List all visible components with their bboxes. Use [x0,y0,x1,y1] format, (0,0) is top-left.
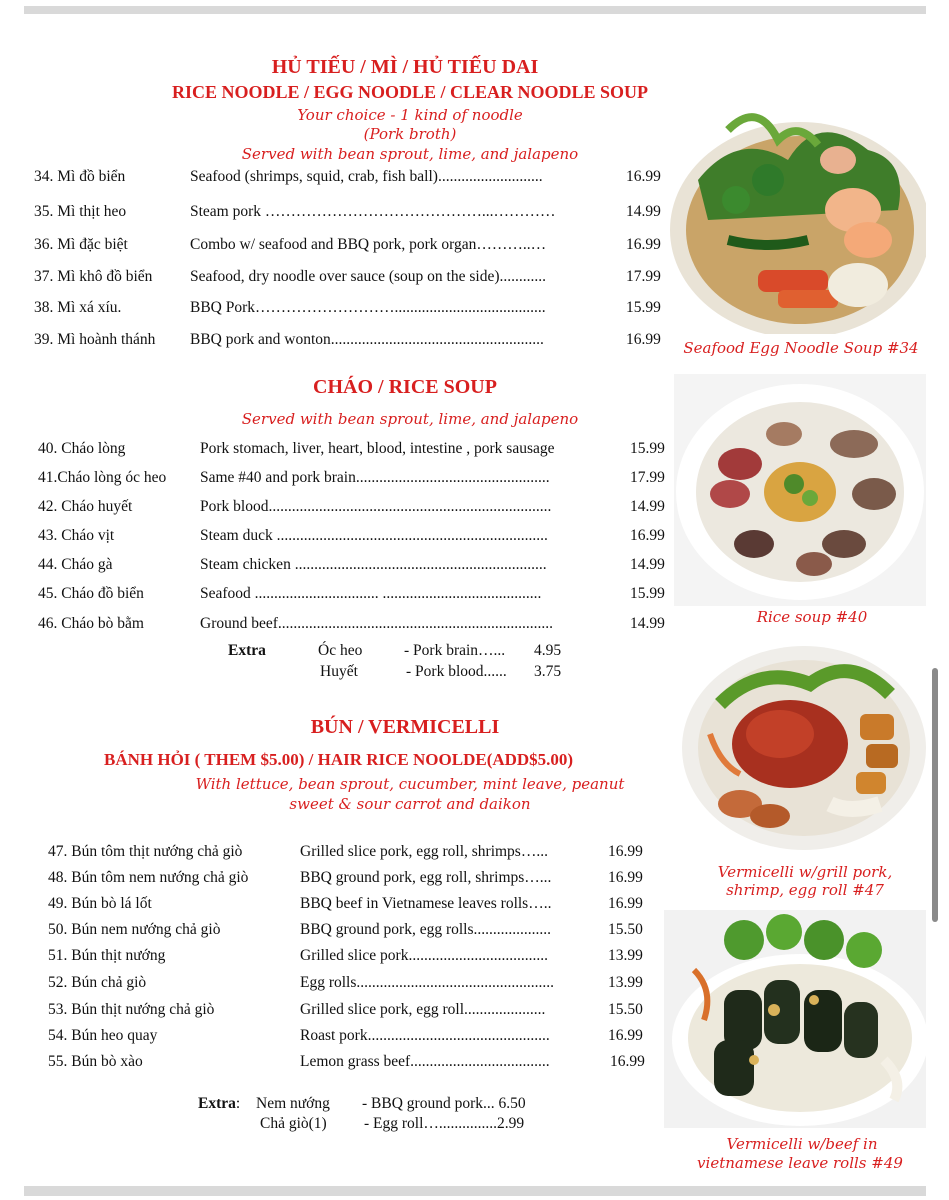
menu-item-35 [34,203,674,225]
section2-extra-price-0: 4.95 [534,642,562,659]
item-desc: Grilled slice pork, egg roll, shrimps…... [300,843,548,860]
item-desc: BBQ pork and wonton....................................................... [190,331,544,348]
item-desc: Steam duck ...................................................................... [200,527,548,544]
section2-extra-name-1: Huyết [320,663,358,680]
menu-item-43 [38,527,678,549]
item-price: 15.99 [630,440,665,457]
section2-extra-price-1: 3.75 [534,663,562,680]
menu-item-53 [48,1001,668,1023]
photo3-caption-line1: Vermicelli w/grill pork, [717,863,893,881]
section1-note2: (Pork broth) [363,125,457,143]
menu-item-37 [34,268,674,290]
item-name: 51. Bún thịt nướng [48,947,166,964]
item-name: 34. Mì đồ biển [34,168,126,185]
menu-item-51 [48,947,668,969]
item-price: 14.99 [630,556,665,573]
section3-title-vn: BÚN / VERMICELLI [310,716,500,738]
item-price: 17.99 [630,469,665,486]
item-price: 13.99 [608,947,643,964]
section2-extra-label: Extra [228,642,266,659]
photo-seafood-egg-noodle-soup [668,90,926,334]
item-desc: Seafood (shrimps, squid, crab, fish ball)........................... [190,168,543,185]
menu-item-44 [38,556,678,578]
item-desc: Egg rolls................................................... [300,974,555,991]
section3-extra-desc-0: - BBQ ground pork... 6.50 [362,1095,526,1112]
photo-rice-soup [674,374,926,606]
item-price: 16.99 [608,1027,643,1044]
item-name: 42. Cháo huyết [38,498,133,515]
item-price: 16.99 [626,236,661,253]
menu-item-49 [48,895,668,917]
menu-item-48 [48,869,668,891]
section2-extra-name-0: Óc heo [318,642,363,659]
section2-extra-desc-0: - Pork brain…... [404,642,506,659]
item-name: 35. Mì thịt heo [34,203,127,220]
photo4-caption-line1: Vermicelli w/beef in [726,1135,878,1153]
item-desc: Steam chicken ................................................................. [200,556,547,573]
section3-note2: sweet & sour carrot and daikon [289,795,531,813]
section3-title-sub: BÁNH HỎI ( THEM $5.00) / HAIR RICE NOOLDE(ADD$5.00) [104,750,574,769]
section1-title-vn: HỦ TIẾU / MÌ / HỦ TIẾU DAI [271,56,539,78]
item-name: 49. Bún bò lá lốt [48,895,152,912]
menu-item-34 [34,168,674,190]
item-desc: Combo w/ seafood and BBQ pork, pork organ………..… [190,236,547,253]
item-price: 16.99 [626,168,661,185]
photo-vermicelli-beef-leaf-rolls [664,910,926,1128]
menu-item-42 [38,498,678,520]
item-desc: Pork stomach, liver, heart, blood, intestine , pork sausage [200,440,555,457]
item-name: 37. Mì khô đồ biển [34,268,153,285]
item-price: 15.99 [626,299,661,316]
item-desc: BBQ ground pork, egg rolls.................... [300,921,552,938]
item-name: 45. Cháo đồ biển [38,585,144,602]
photo1-caption: Seafood Egg Noodle Soup #34 [683,339,919,357]
item-price: 16.99 [626,331,661,348]
section3-extra-name-1: Chả giò(1) [260,1115,327,1132]
top-divider [24,6,926,14]
item-name: 41.Cháo lòng óc heo [38,469,167,486]
menu-item-41 [38,469,678,491]
item-name: 40. Cháo lòng [38,440,126,457]
item-desc: Ground beef....................................................................... [200,615,554,632]
section1-note3: Served with bean sprout, lime, and jalapeno [241,145,579,163]
item-price: 15.99 [630,585,665,602]
item-name: 46. Cháo bò bằm [38,615,144,632]
menu-item-36 [34,236,674,258]
menu-item-38 [34,299,674,321]
menu-item-46 [38,615,678,637]
item-desc: Roast pork............................................... [300,1027,550,1044]
section2-title: CHÁO / RICE SOUP [313,376,497,398]
section1-note1: Your choice - 1 kind of noodle [297,106,523,124]
item-desc: BBQ beef in Vietnamese leaves rolls….. [300,895,552,912]
section1-title-en: RICE NOODLE / EGG NOODLE / CLEAR NOODLE SOUP [171,82,649,102]
menu-item-55 [48,1053,668,1075]
scrollbar-thumb[interactable] [932,668,938,922]
item-name: 43. Cháo vịt [38,527,115,544]
section3-extra-name-0: Nem nướng [256,1095,330,1112]
item-desc: Pork blood......................................................................... [200,498,552,515]
item-price: 13.99 [608,974,643,991]
section2-extra-desc-1: - Pork blood...... [406,663,507,680]
item-name: 38. Mì xá xíu. [34,299,122,316]
item-name: 47. Bún tôm thịt nướng chả giò [48,843,243,860]
item-desc: Grilled slice pork, egg roll..................... [300,1001,546,1018]
section3-extra-label: Extra: [198,1095,241,1112]
item-desc: BBQ Pork………………………....................................... [190,299,546,316]
item-desc: Steam pork ……………………………………...………… [190,203,556,220]
menu-item-50 [48,921,668,943]
item-name: 54. Bún heo quay [48,1027,158,1044]
item-price: 14.99 [630,498,665,515]
item-price: 16.99 [608,869,643,886]
section2-note: Served with bean sprout, lime, and jalapeno [241,410,579,428]
item-price: 16.99 [610,1053,645,1070]
item-price: 14.99 [626,203,661,220]
photo2-caption: Rice soup #40 [756,608,868,626]
item-price: 16.99 [608,895,643,912]
section3-extra-desc-1: - Egg roll…...............2.99 [364,1115,525,1132]
item-price: 16.99 [608,843,643,860]
item-price: 14.99 [630,615,665,632]
item-name: 36. Mì đặc biệt [34,236,128,253]
photo4-caption-line2: vietnamese leave rolls #49 [697,1154,903,1172]
item-desc: Lemon grass beef.................................... [300,1053,550,1070]
menu-item-40 [38,440,678,462]
item-name: 55. Bún bò xào [48,1053,143,1070]
item-price: 16.99 [630,527,665,544]
section3-extra-label-text: Extra [198,1095,236,1112]
item-desc: Grilled slice pork.................................... [300,947,548,964]
menu-item-47 [48,843,668,865]
item-desc: BBQ ground pork, egg roll, shrimps…... [300,869,552,886]
item-name: 48. Bún tôm nem nướng chả giò [48,869,249,886]
item-name: 52. Bún chả giò [48,974,147,991]
photo3-caption-line2: shrimp, egg roll #47 [726,881,884,899]
item-desc: Seafood ................................ ......................................... [200,585,542,602]
menu-item-39 [34,331,674,353]
menu-item-52 [48,974,668,996]
menu-item-45 [38,585,678,607]
photo-vermicelli-grill-pork [680,644,926,854]
item-name: 39. Mì hoành thánh [34,331,156,348]
section3-note1: With lettuce, bean sprout, cucumber, mint leave, peanut [195,775,625,793]
item-price: 15.50 [608,921,643,938]
item-name: 50. Bún nem nướng chả giò [48,921,221,938]
item-desc: Seafood, dry noodle over sauce (soup on the side)............ [190,268,546,285]
item-name: 44. Cháo gà [38,556,113,573]
item-name: 53. Bún thịt nướng chả giò [48,1001,215,1018]
item-desc: Same #40 and pork brain.................................................. [200,469,550,486]
item-price: 15.50 [608,1001,643,1018]
menu-item-54 [48,1027,668,1049]
item-price: 17.99 [626,268,661,285]
bottom-divider [24,1186,926,1196]
